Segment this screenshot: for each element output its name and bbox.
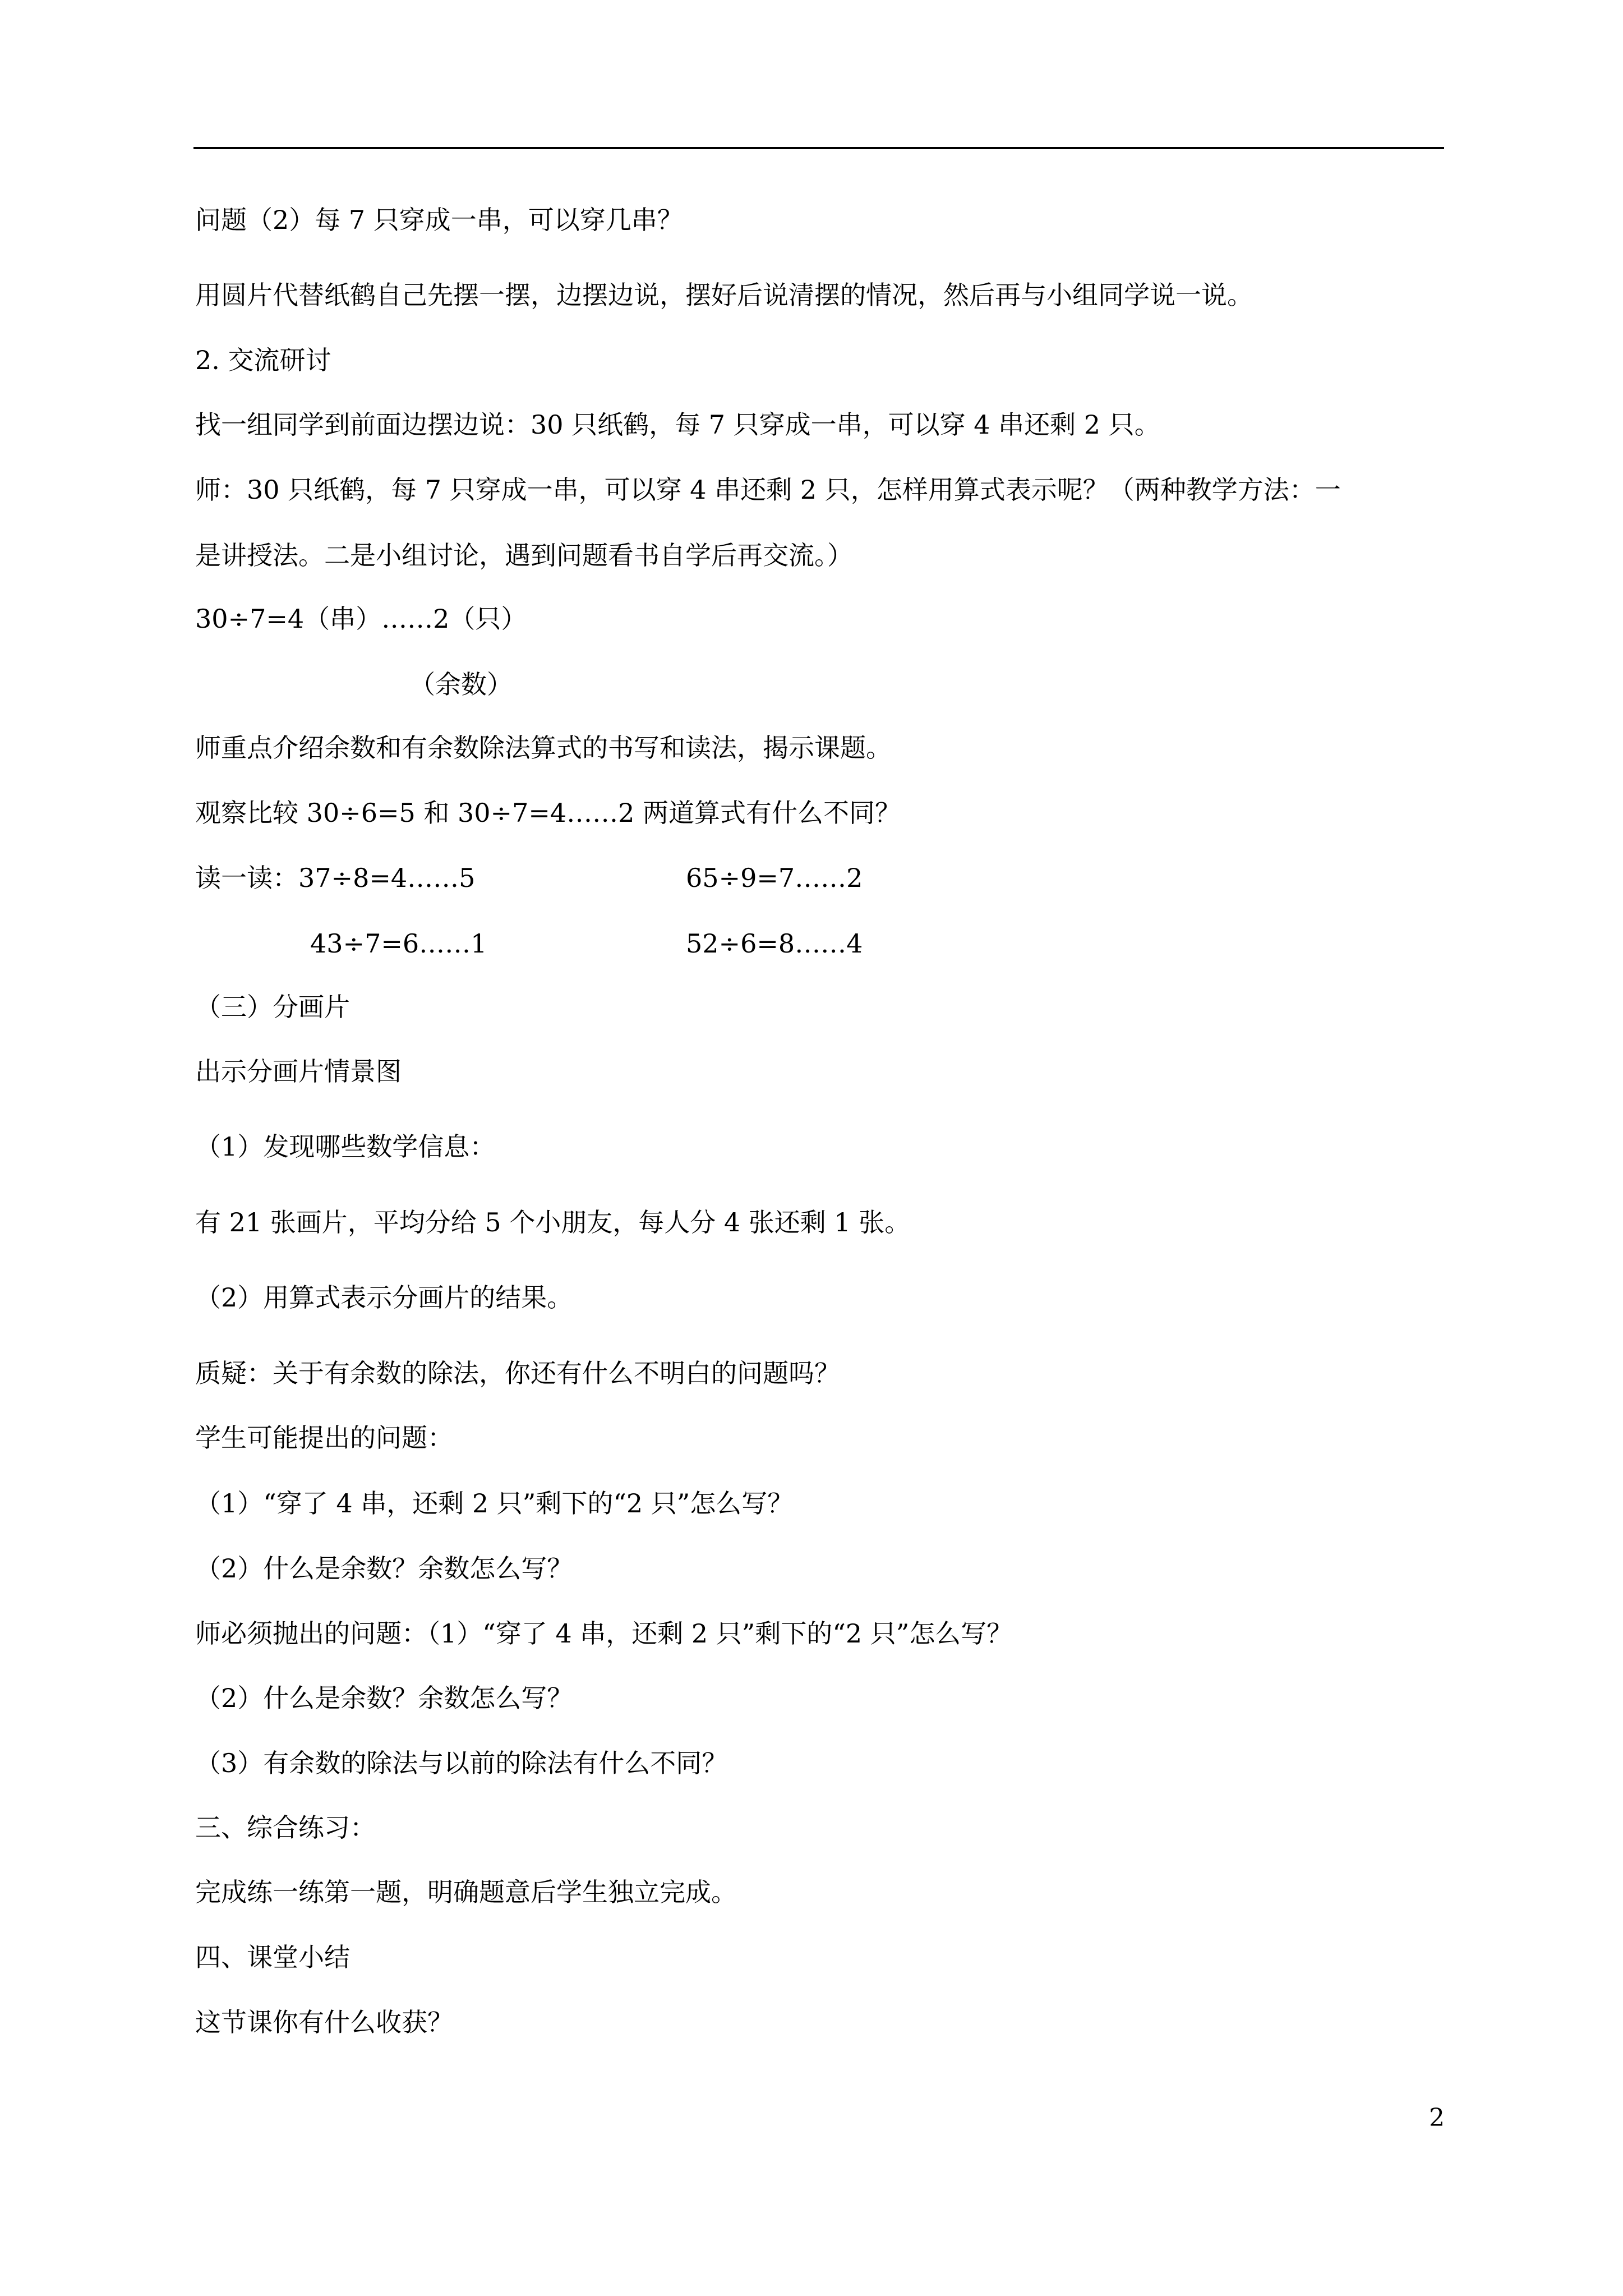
section-heading: （三）分画片: [195, 992, 350, 1022]
text-line: 质疑：关于有余数的除法，你还有什么不明白的问题吗？: [195, 1358, 840, 1388]
section-heading: 四、课堂小结: [195, 1942, 350, 1972]
text-line: 出示分画片情景图: [195, 1056, 402, 1087]
text-line: 师：30 只纸鹤，每 7 只穿成一串，可以穿 4 串还剩 2 只，怎样用算式表示呢？（两种教学方法：一: [195, 475, 1341, 505]
text-line: （1）发现哪些数学信息：: [195, 1131, 496, 1162]
page-number: 2: [1429, 2104, 1445, 2132]
reading-item: 52÷6=8……4: [686, 928, 863, 959]
text-line: （2）什么是余数？余数怎么写？: [195, 1553, 573, 1584]
text-line: 有 21 张画片，平均分给 5 个小朋友，每人分 4 张还剩 1 张。: [195, 1207, 911, 1237]
text-line: 用圆片代替纸鹤自己先摆一摆，边摆边说，摆好后说清摆的情况，然后再与小组同学说一说。: [195, 280, 1253, 310]
text-line: 观察比较 30÷6=5 和 30÷7=4……2 两道算式有什么不同？: [195, 798, 901, 828]
text-line: （2）用算式表示分画片的结果。: [195, 1282, 573, 1313]
text-line: 2. 交流研讨: [195, 345, 331, 375]
text-line: 问题（2）每 7 只穿成一串，可以穿几串？: [195, 205, 683, 235]
text-line: （2）什么是余数？余数怎么写？: [195, 1683, 573, 1713]
reading-item: 43÷7=6……1: [310, 928, 487, 959]
text-line: 完成练一练第一题，明确题意后学生独立完成。: [195, 1877, 737, 1907]
text-line: 师重点介绍余数和有余数除法算式的书写和读法，揭示课题。: [195, 733, 892, 763]
text-line: 这节课你有什么收获？: [195, 2007, 453, 2037]
text-line: 找一组同学到前面边摆边说：30 只纸鹤，每 7 只穿成一串，可以穿 4 串还剩 2 只。: [195, 409, 1160, 440]
text-line: 师必须抛出的问题：（1）“穿了 4 串，还剩 2 只”剩下的“2 只”怎么写？: [195, 1618, 1013, 1649]
text-line: （1）“穿了 4 串，还剩 2 只”剩下的“2 只”怎么写？: [195, 1488, 794, 1519]
remainder-label: （余数）: [409, 669, 513, 700]
reading-item: 65÷9=7……2: [686, 863, 863, 893]
text-line: （3）有余数的除法与以前的除法有什么不同？: [195, 1748, 728, 1778]
reading-item: 读一读：37÷8=4……5: [195, 863, 476, 893]
header-rule: [193, 147, 1444, 149]
text-line: 学生可能提出的问题：: [195, 1423, 453, 1453]
section-heading: 三、综合练习：: [195, 1812, 376, 1843]
text-line: 是讲授法。二是小组讨论，遇到问题看书自学后再交流。）: [195, 540, 853, 570]
formula-line: 30÷7=4（串）……2（只）: [195, 604, 527, 634]
